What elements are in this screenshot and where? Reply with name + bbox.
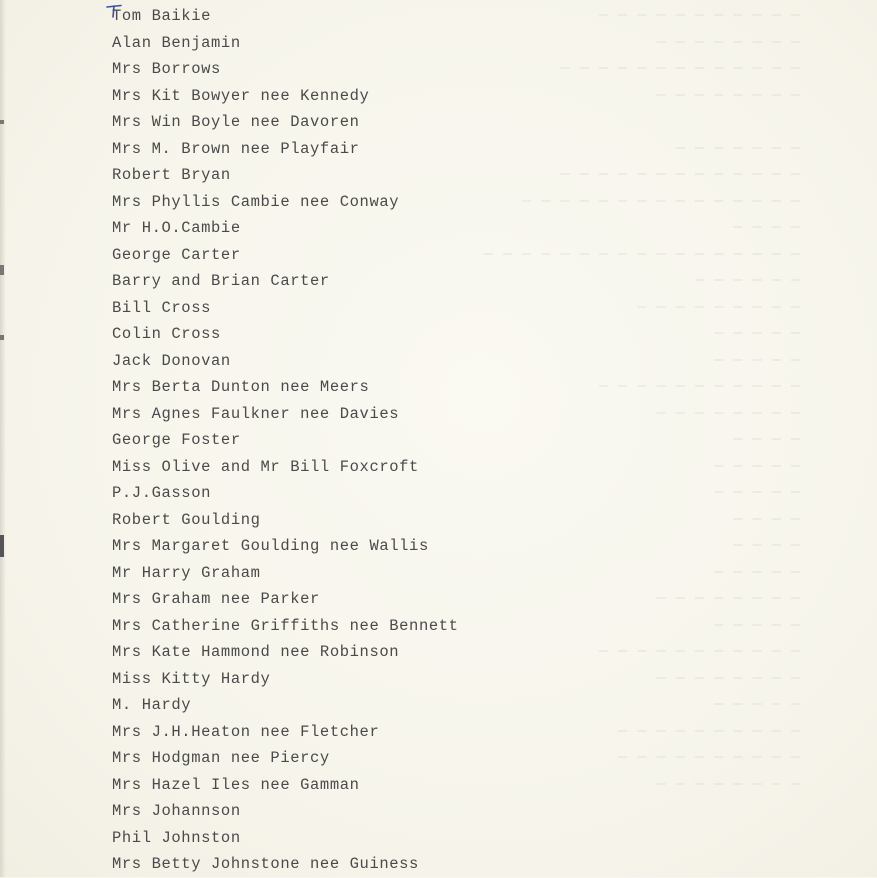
margin-mark (0, 265, 4, 275)
name-entry: Miss Kitty Hardy (112, 669, 271, 688)
margin-mark (0, 335, 4, 340)
name-entry: Mrs Borrows (112, 60, 221, 78)
margin-mark (0, 535, 4, 557)
name-entry: Robert Bryan (112, 166, 231, 184)
name-entry: Barry and Brian Carter (112, 272, 330, 290)
name-entry: George Carter (112, 245, 241, 264)
name-entry: Mrs M. Brown nee Playfair (112, 139, 360, 158)
name-entry: Robert Goulding (112, 510, 261, 529)
name-entry: Tom Baikie (112, 7, 212, 25)
name-entry: Jack Donovan (112, 351, 231, 370)
name-entry: Mrs Win Boyle nee Davoren (112, 113, 360, 131)
name-entry: Mrs Graham nee Parker (112, 590, 320, 608)
name-entry: Phil Johnston (112, 828, 241, 847)
name-entry: George Foster (112, 431, 241, 449)
name-entry: Alan Benjamin (112, 33, 241, 52)
name-entry: Mrs Hodgman nee Piercy (112, 749, 330, 767)
name-entry: Mrs Phyllis Cambie nee Conway (112, 192, 400, 211)
name-entry: Bill Cross (112, 298, 212, 317)
name-entry: Mr H.O.Cambie (112, 219, 241, 237)
name-entry: Miss Olive and Mr Bill Foxcroft (112, 457, 419, 476)
name-entry: Mrs Kit Bowyer nee Kennedy (112, 86, 370, 105)
page-edge-shadow (0, 0, 6, 877)
name-entry: Colin Cross (112, 325, 221, 343)
name-entry: Mrs Catherine Griffiths nee Bennett (112, 616, 459, 635)
name-entry: Mrs Johannson (112, 802, 241, 820)
name-entry: Mrs Agnes Faulkner nee Davies (112, 404, 400, 423)
name-entry: Mrs Berta Dunton nee Meers (112, 378, 370, 396)
name-entry: Mrs Margaret Goulding nee Wallis (112, 537, 429, 555)
name-entry: Mrs Hazel Iles nee Gamman (112, 775, 360, 794)
show-through-text: — — — — — — — — — — — — — — — — — — — — — — — — — — — — — — — — — — — — — — — — — — — — — — — — — — — — — — — — — — — — — — — — — — — — — — — — — — — — — — — — — — — — — — — — — — — — — — — — — — — — — — — — — — — — — — — — — — — — — — — — — — — — — — — — — — — — — — — — — — — — — — — — — — — — — — — — — — — — — — — — — — — — — — — — — — — — — — — — — — — — — — — — — — — — — — — — — — — — — — — — — — — — — — — — — — — — — — — — — — — — — — — — — — — — — — — — (483, 7, 800, 793)
name-entry: Mr Harry Graham (112, 563, 261, 582)
name-entry: Mrs Betty Johnstone nee Guiness (112, 855, 419, 873)
name-entry: Mrs Kate Hammond nee Robinson (112, 643, 400, 661)
name-entry: Mrs J.H.Heaton nee Fletcher (112, 722, 380, 741)
margin-mark (0, 120, 4, 124)
name-entry: P.J.Gasson (112, 484, 212, 502)
name-list (112, 3, 459, 878)
name-entry: M. Hardy (112, 696, 192, 714)
